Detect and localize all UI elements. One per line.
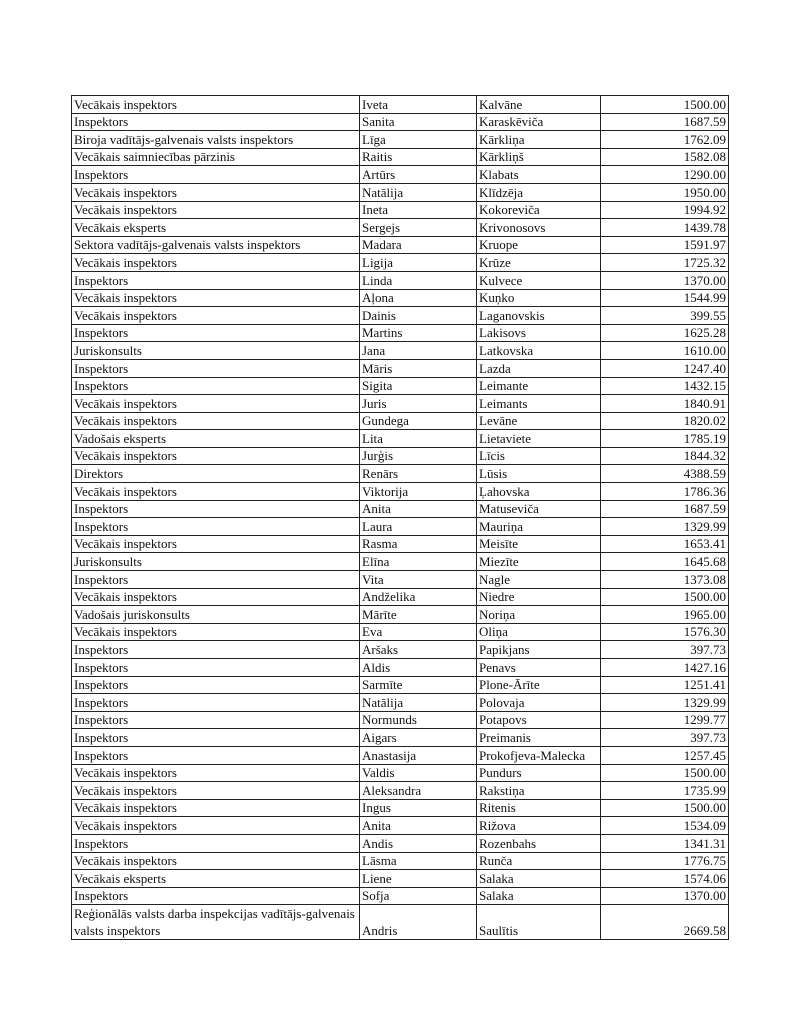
amount-cell: 1500.00 — [601, 96, 729, 114]
amount-cell: 1582.08 — [601, 148, 729, 166]
table-row — [72, 500, 729, 518]
position-cell: Inspektors — [72, 571, 360, 589]
surname-cell: Niedre — [477, 588, 601, 606]
surname-cell: Noriņa — [477, 606, 601, 624]
position-cell: Inspektors — [72, 166, 360, 184]
table-row — [72, 395, 729, 413]
salary-table — [71, 95, 729, 940]
surname-cell: Meisīte — [477, 535, 601, 553]
table-row — [72, 588, 729, 606]
surname-cell: Karaskēviča — [477, 113, 601, 131]
position-cell: Vecākais inspektors — [72, 588, 360, 606]
table-row — [72, 201, 729, 219]
table-row — [72, 254, 729, 272]
first-name-cell: Natālija — [360, 183, 477, 201]
amount-cell: 1370.00 — [601, 271, 729, 289]
amount-cell: 1950.00 — [601, 183, 729, 201]
table-row — [72, 852, 729, 870]
amount-cell: 397.73 — [601, 641, 729, 659]
amount-cell: 1965.00 — [601, 606, 729, 624]
position-cell: Direktors — [72, 465, 360, 483]
first-name-cell: Madara — [360, 236, 477, 254]
table-row — [72, 817, 729, 835]
position-cell: Inspektors — [72, 746, 360, 764]
surname-cell: Salaka — [477, 870, 601, 888]
first-name-cell: Andris — [360, 905, 477, 940]
table-row — [72, 447, 729, 465]
first-name-cell: Normunds — [360, 711, 477, 729]
surname-cell: Latkovska — [477, 342, 601, 360]
surname-cell: Nagle — [477, 571, 601, 589]
surname-cell: Krivonosovs — [477, 219, 601, 237]
table-row — [72, 236, 729, 254]
table-row — [72, 764, 729, 782]
position-cell: Vecākais eksperts — [72, 219, 360, 237]
first-name-cell: Andželika — [360, 588, 477, 606]
amount-cell: 2669.58 — [601, 905, 729, 940]
position-cell: Vecākais inspektors — [72, 483, 360, 501]
first-name-cell: Jana — [360, 342, 477, 360]
table-row — [72, 834, 729, 852]
position-cell: Vecākais inspektors — [72, 254, 360, 272]
surname-cell: Matuseviča — [477, 500, 601, 518]
position-cell: Vecākais inspektors — [72, 799, 360, 817]
surname-cell: Klīdzēja — [477, 183, 601, 201]
first-name-cell: Anita — [360, 817, 477, 835]
first-name-cell: Martins — [360, 324, 477, 342]
surname-cell: Lazda — [477, 359, 601, 377]
position-cell: Vecākais inspektors — [72, 96, 360, 114]
table-row — [72, 782, 729, 800]
table-row — [72, 271, 729, 289]
amount-cell: 1610.00 — [601, 342, 729, 360]
first-name-cell: Viktorija — [360, 483, 477, 501]
amount-cell: 1785.19 — [601, 430, 729, 448]
table-row — [72, 659, 729, 677]
first-name-cell: Jurģis — [360, 447, 477, 465]
surname-cell: Ļahovska — [477, 483, 601, 501]
table-row — [72, 483, 729, 501]
first-name-cell: Vita — [360, 571, 477, 589]
surname-cell: Kārkliņš — [477, 148, 601, 166]
first-name-cell: Anita — [360, 500, 477, 518]
surname-cell: Kalvāne — [477, 96, 601, 114]
table-row — [72, 377, 729, 395]
table-row — [72, 711, 729, 729]
amount-cell: 1329.99 — [601, 518, 729, 536]
position-cell: Inspektors — [72, 500, 360, 518]
first-name-cell: Aršaks — [360, 641, 477, 659]
surname-cell: Preimanis — [477, 729, 601, 747]
surname-cell: Levāne — [477, 412, 601, 430]
table-row — [72, 623, 729, 641]
surname-cell: Polovaja — [477, 694, 601, 712]
table-row — [72, 905, 729, 940]
position-cell: Vecākais inspektors — [72, 289, 360, 307]
first-name-cell: Līga — [360, 131, 477, 149]
position-cell: Vecākais inspektors — [72, 447, 360, 465]
surname-cell: Leimante — [477, 377, 601, 395]
amount-cell: 1257.45 — [601, 746, 729, 764]
table-row — [72, 729, 729, 747]
surname-cell: Ritenis — [477, 799, 601, 817]
amount-cell: 1735.99 — [601, 782, 729, 800]
first-name-cell: Sigita — [360, 377, 477, 395]
amount-cell: 1432.15 — [601, 377, 729, 395]
amount-cell: 1994.92 — [601, 201, 729, 219]
position-cell: Inspektors — [72, 377, 360, 395]
table-row — [72, 887, 729, 905]
surname-cell: Rižova — [477, 817, 601, 835]
first-name-cell: Aļona — [360, 289, 477, 307]
first-name-cell: Mārīte — [360, 606, 477, 624]
surname-cell: Krūze — [477, 254, 601, 272]
amount-cell: 1439.78 — [601, 219, 729, 237]
position-cell: Inspektors — [72, 676, 360, 694]
amount-cell: 1725.32 — [601, 254, 729, 272]
position-cell: Inspektors — [72, 113, 360, 131]
surname-cell: Kulvece — [477, 271, 601, 289]
first-name-cell: Lāsma — [360, 852, 477, 870]
table-row — [72, 870, 729, 888]
amount-cell: 399.55 — [601, 307, 729, 325]
position-cell: Inspektors — [72, 324, 360, 342]
first-name-cell: Artūrs — [360, 166, 477, 184]
position-cell: Vecākais inspektors — [72, 395, 360, 413]
position-cell: Vadošais eksperts — [72, 430, 360, 448]
surname-cell: Pundurs — [477, 764, 601, 782]
position-cell: Vecākais inspektors — [72, 412, 360, 430]
amount-cell: 1776.75 — [601, 852, 729, 870]
amount-cell: 1653.41 — [601, 535, 729, 553]
table-row — [72, 799, 729, 817]
position-cell: Inspektors — [72, 711, 360, 729]
surname-cell: Kuņko — [477, 289, 601, 307]
first-name-cell: Lita — [360, 430, 477, 448]
position-cell: Inspektors — [72, 659, 360, 677]
amount-cell: 1762.09 — [601, 131, 729, 149]
table-row — [72, 694, 729, 712]
amount-cell: 1373.08 — [601, 571, 729, 589]
table-row — [72, 553, 729, 571]
position-cell: Vecākais inspektors — [72, 183, 360, 201]
first-name-cell: Eva — [360, 623, 477, 641]
position-cell: Vecākais inspektors — [72, 623, 360, 641]
table-row — [72, 606, 729, 624]
position-cell: Inspektors — [72, 729, 360, 747]
first-name-cell: Māris — [360, 359, 477, 377]
first-name-cell: Andis — [360, 834, 477, 852]
surname-cell: Papikjans — [477, 641, 601, 659]
amount-cell: 1687.59 — [601, 500, 729, 518]
position-cell: Vecākais inspektors — [72, 782, 360, 800]
position-cell: Vecākais inspektors — [72, 817, 360, 835]
surname-cell: Saulītis — [477, 905, 601, 940]
amount-cell: 1500.00 — [601, 799, 729, 817]
amount-cell: 1500.00 — [601, 764, 729, 782]
amount-cell: 1844.32 — [601, 447, 729, 465]
position-cell: Inspektors — [72, 834, 360, 852]
surname-cell: Līcis — [477, 447, 601, 465]
position-cell: Inspektors — [72, 518, 360, 536]
position-cell: Vadošais juriskonsults — [72, 606, 360, 624]
table-row — [72, 131, 729, 149]
position-cell: Inspektors — [72, 887, 360, 905]
table-row — [72, 465, 729, 483]
first-name-cell: Aigars — [360, 729, 477, 747]
surname-cell: Salaka — [477, 887, 601, 905]
table-row — [72, 219, 729, 237]
table-row — [72, 518, 729, 536]
amount-cell: 1251.41 — [601, 676, 729, 694]
salary-table-body — [72, 96, 729, 940]
first-name-cell: Ingus — [360, 799, 477, 817]
amount-cell: 1645.68 — [601, 553, 729, 571]
position-cell: Vecākais eksperts — [72, 870, 360, 888]
amount-cell: 1534.09 — [601, 817, 729, 835]
first-name-cell: Sofja — [360, 887, 477, 905]
amount-cell: 1687.59 — [601, 113, 729, 131]
amount-cell: 1820.02 — [601, 412, 729, 430]
first-name-cell: Valdis — [360, 764, 477, 782]
position-cell: Vecākais saimniecības pārzinis — [72, 148, 360, 166]
first-name-cell: Rasma — [360, 535, 477, 553]
first-name-cell: Ligija — [360, 254, 477, 272]
amount-cell: 1576.30 — [601, 623, 729, 641]
surname-cell: Plone-Ārīte — [477, 676, 601, 694]
first-name-cell: Juris — [360, 395, 477, 413]
surname-cell: Oliņa — [477, 623, 601, 641]
amount-cell: 1625.28 — [601, 324, 729, 342]
first-name-cell: Gundega — [360, 412, 477, 430]
table-row — [72, 571, 729, 589]
table-row — [72, 746, 729, 764]
amount-cell: 1370.00 — [601, 887, 729, 905]
table-row — [72, 96, 729, 114]
position-cell: Sektora vadītājs-galvenais valsts inspektors — [72, 236, 360, 254]
surname-cell: Lūsis — [477, 465, 601, 483]
table-row — [72, 307, 729, 325]
surname-cell: Lakisovs — [477, 324, 601, 342]
first-name-cell: Sergejs — [360, 219, 477, 237]
first-name-cell: Sanita — [360, 113, 477, 131]
amount-cell: 1341.31 — [601, 834, 729, 852]
first-name-cell: Renārs — [360, 465, 477, 483]
table-row — [72, 676, 729, 694]
surname-cell: Potapovs — [477, 711, 601, 729]
surname-cell: Klabats — [477, 166, 601, 184]
surname-cell: Leimants — [477, 395, 601, 413]
surname-cell: Rozenbahs — [477, 834, 601, 852]
surname-cell: Rakstiņa — [477, 782, 601, 800]
table-row — [72, 359, 729, 377]
surname-cell: Kārkliņa — [477, 131, 601, 149]
first-name-cell: Aleksandra — [360, 782, 477, 800]
amount-cell: 1329.99 — [601, 694, 729, 712]
amount-cell: 1786.36 — [601, 483, 729, 501]
table-row — [72, 166, 729, 184]
table-row — [72, 289, 729, 307]
amount-cell: 1544.99 — [601, 289, 729, 307]
first-name-cell: Iveta — [360, 96, 477, 114]
amount-cell: 1427.16 — [601, 659, 729, 677]
amount-cell: 1500.00 — [601, 588, 729, 606]
table-row — [72, 113, 729, 131]
surname-cell: Lietaviete — [477, 430, 601, 448]
table-row — [72, 430, 729, 448]
position-cell: Inspektors — [72, 641, 360, 659]
table-row — [72, 535, 729, 553]
surname-cell: Runča — [477, 852, 601, 870]
amount-cell: 4388.59 — [601, 465, 729, 483]
position-cell: Inspektors — [72, 359, 360, 377]
amount-cell: 1247.40 — [601, 359, 729, 377]
surname-cell: Laganovskis — [477, 307, 601, 325]
surname-cell: Penavs — [477, 659, 601, 677]
table-row — [72, 183, 729, 201]
first-name-cell: Aldis — [360, 659, 477, 677]
amount-cell: 1290.00 — [601, 166, 729, 184]
surname-cell: Kruope — [477, 236, 601, 254]
position-cell: Biroja vadītājs-galvenais valsts inspektors — [72, 131, 360, 149]
amount-cell: 1299.77 — [601, 711, 729, 729]
first-name-cell: Anastasija — [360, 746, 477, 764]
position-cell: Vecākais inspektors — [72, 201, 360, 219]
position-cell: Juriskonsults — [72, 342, 360, 360]
surname-cell: Miezīte — [477, 553, 601, 571]
table-row — [72, 324, 729, 342]
first-name-cell: Dainis — [360, 307, 477, 325]
amount-cell: 1840.91 — [601, 395, 729, 413]
first-name-cell: Liene — [360, 870, 477, 888]
first-name-cell: Raitis — [360, 148, 477, 166]
table-row — [72, 412, 729, 430]
surname-cell: Kokoreviča — [477, 201, 601, 219]
amount-cell: 1574.06 — [601, 870, 729, 888]
table-row — [72, 342, 729, 360]
first-name-cell: Sarmīte — [360, 676, 477, 694]
first-name-cell: Laura — [360, 518, 477, 536]
surname-cell: Prokofjeva-Malecka — [477, 746, 601, 764]
position-cell: Vecākais inspektors — [72, 764, 360, 782]
first-name-cell: Elīna — [360, 553, 477, 571]
position-cell: Inspektors — [72, 694, 360, 712]
first-name-cell: Linda — [360, 271, 477, 289]
first-name-cell: Natālija — [360, 694, 477, 712]
surname-cell: Mauriņa — [477, 518, 601, 536]
position-cell: Reģionālās valsts darba inspekcijas vadītājs-galvenais valsts inspektors — [72, 905, 360, 940]
position-cell: Juriskonsults — [72, 553, 360, 571]
position-cell: Vecākais inspektors — [72, 307, 360, 325]
first-name-cell: Ineta — [360, 201, 477, 219]
amount-cell: 397.73 — [601, 729, 729, 747]
table-row — [72, 641, 729, 659]
amount-cell: 1591.97 — [601, 236, 729, 254]
table-row — [72, 148, 729, 166]
position-cell: Inspektors — [72, 271, 360, 289]
position-cell: Vecākais inspektors — [72, 535, 360, 553]
position-cell: Vecākais inspektors — [72, 852, 360, 870]
